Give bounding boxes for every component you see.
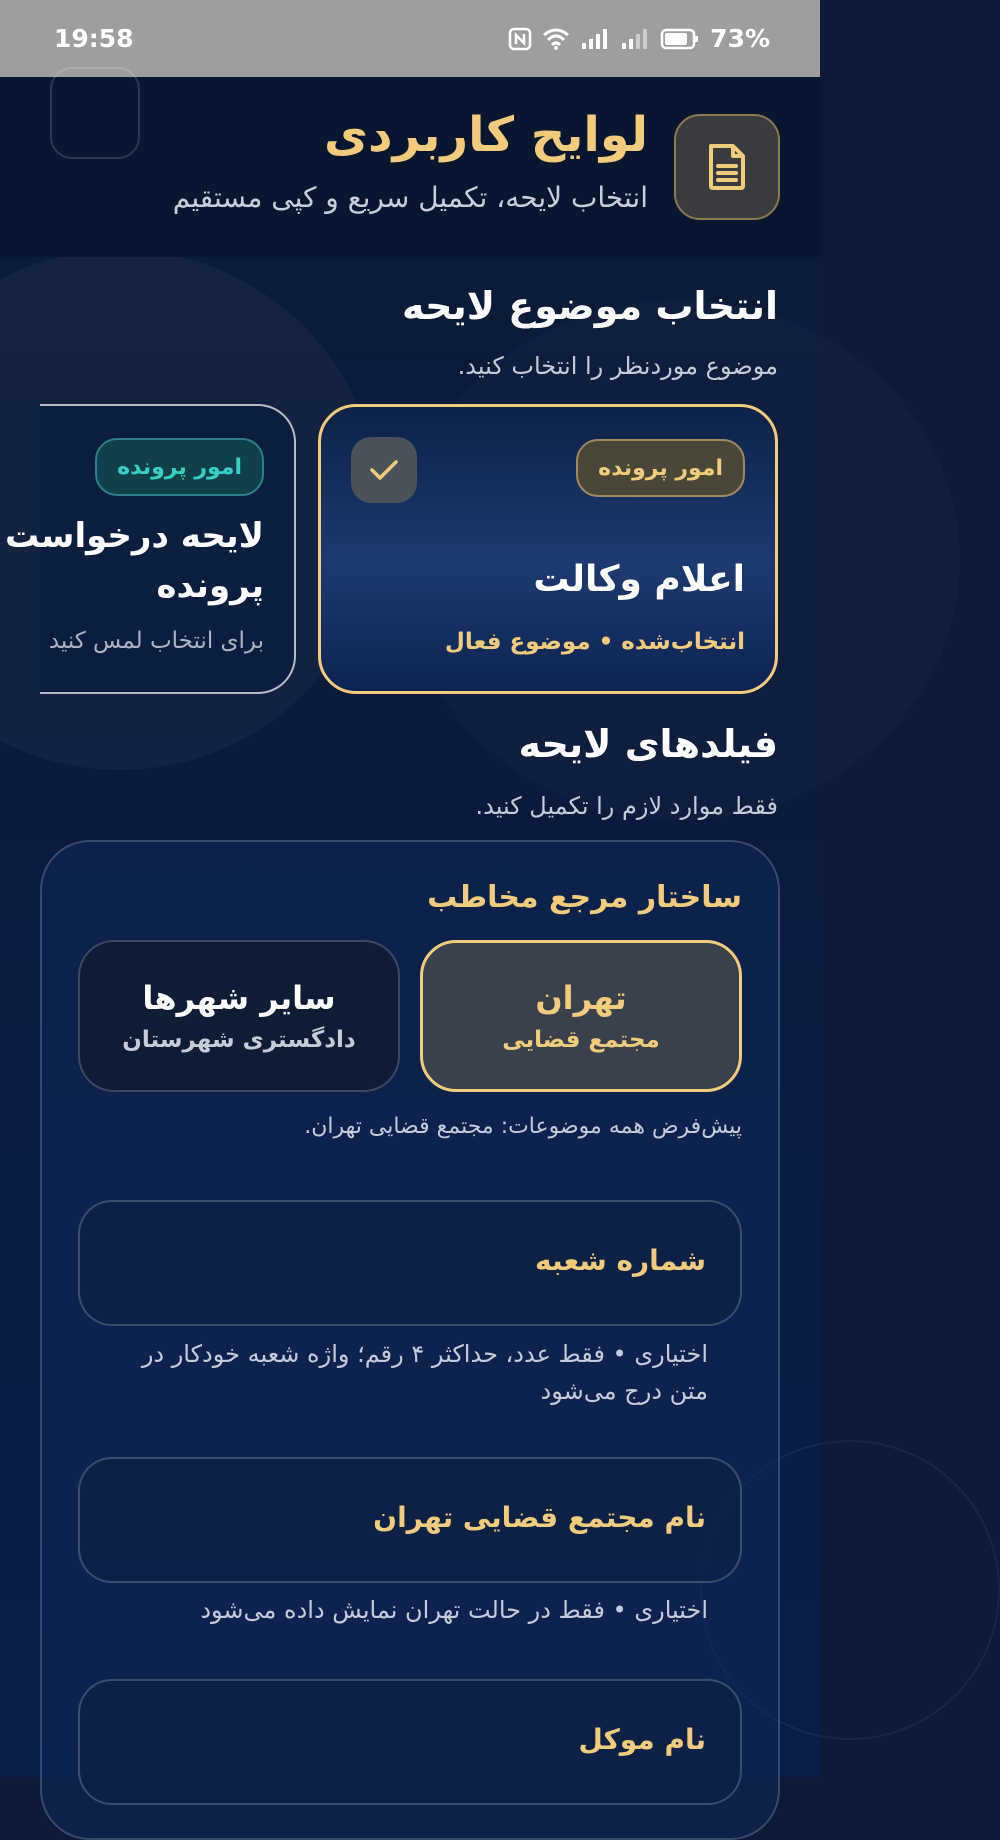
topic-card-unselected[interactable] (5, 404, 296, 694)
option-subtitle: دادگستری شهرستان (122, 1027, 356, 1053)
field-help: اختیاری • فقط در حالت تهران نمایش داده می‌شود (200, 1596, 708, 1624)
page-subtitle: انتخاب لایحه، تکمیل سریع و کپی مستقیم (172, 181, 648, 214)
topic-card-title: اعلام وکالت (533, 559, 745, 600)
field-label: نام موکل (578, 1723, 706, 1756)
topic-card-meta: انتخاب‌شده • موضوع فعال (444, 629, 745, 655)
app-header (0, 77, 820, 257)
page-title: لوایح کاربردی (324, 107, 648, 163)
document-icon (674, 114, 780, 220)
signal-icon (580, 27, 610, 51)
tehran-complex-field[interactable] (78, 1457, 742, 1583)
wifi-icon (542, 27, 570, 51)
status-time: 19:58 (54, 24, 134, 53)
category-chip: امور پرونده (95, 438, 264, 496)
client-name-field[interactable] (78, 1679, 742, 1805)
form-panel (40, 840, 780, 1840)
topic-card-title-line2: پرونده (156, 566, 264, 606)
default-note: پیش‌فرض همه موضوعات: مجتمع قضایی تهران. (304, 1114, 742, 1139)
option-tehran[interactable] (420, 940, 742, 1092)
option-subtitle: مجتمع قضایی (502, 1027, 660, 1053)
topic-card-title-line1: لایحه درخواست (5, 516, 264, 556)
back-tab-stub[interactable] (50, 67, 140, 159)
option-title: سایر شهرها (142, 979, 336, 1017)
option-title: تهران (535, 979, 627, 1017)
status-icons (508, 24, 770, 53)
battery-icon (660, 27, 700, 51)
category-chip: امور پرونده (576, 439, 745, 497)
signal-weak-icon (620, 27, 650, 51)
branch-number-field[interactable] (78, 1200, 742, 1326)
option-other-cities[interactable] (78, 940, 400, 1092)
status-bar (0, 0, 820, 77)
field-label: شماره شعبه (535, 1244, 706, 1277)
battery-percent: 73% (710, 24, 770, 53)
topic-section-subtitle: موضوع موردنظر را انتخاب کنید. (457, 352, 778, 380)
nfc-icon (508, 27, 532, 51)
topic-card-meta: برای انتخاب لمس کنید (48, 628, 264, 654)
topic-section-title: انتخاب موضوع لایحه (402, 284, 778, 328)
fields-section-title: فیلدهای لایحه (518, 722, 778, 766)
field-label: نام مجتمع قضایی تهران (373, 1501, 706, 1534)
topic-card-selected[interactable] (318, 404, 778, 694)
check-icon (351, 437, 417, 503)
field-help: اختیاری • فقط عدد، حداکثر ۴ رقم؛ واژه شعبه خودکار در متن درج می‌شود (141, 1340, 708, 1405)
fields-section-subtitle: فقط موارد لازم را تکمیل کنید. (475, 792, 778, 820)
reference-structure-title: ساختار مرجع مخاطب (427, 880, 742, 915)
